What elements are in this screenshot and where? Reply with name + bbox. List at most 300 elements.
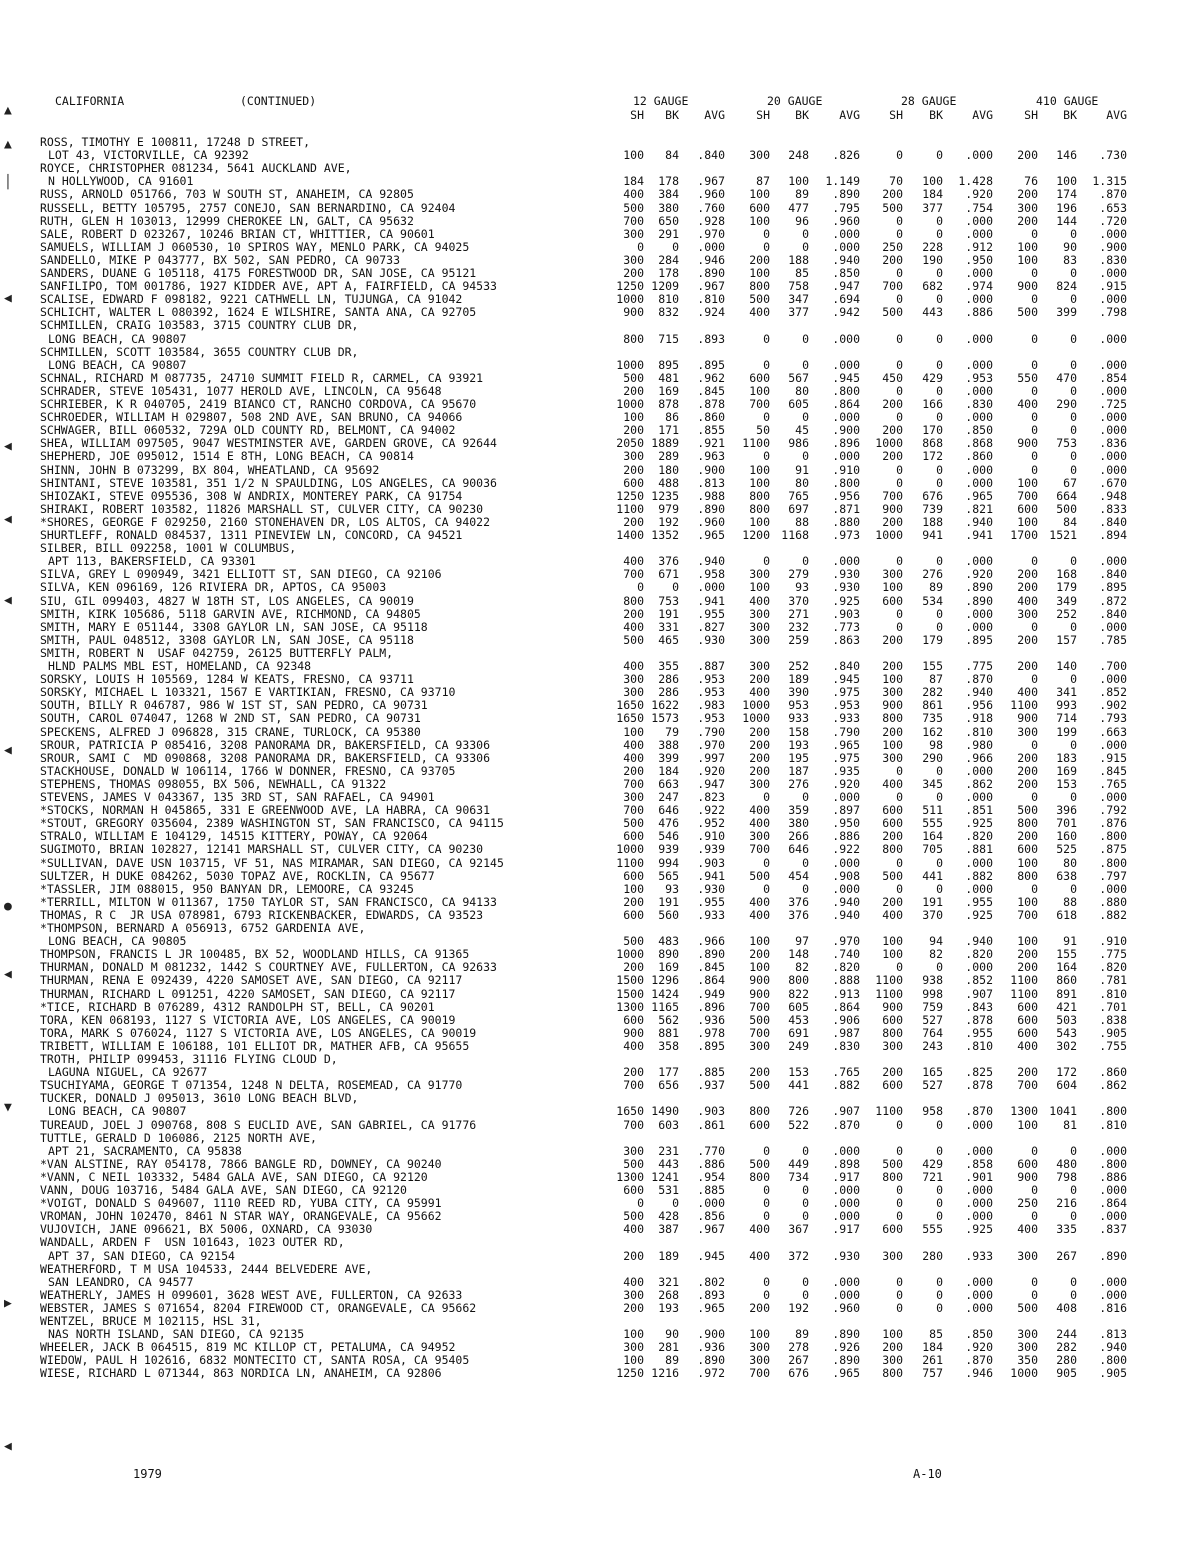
gauge-20-bk-cell: 676 xyxy=(788,1366,809,1381)
gauge-12-sh-cell: 500 xyxy=(623,816,644,831)
gauge-410-sh-cell: 1300 xyxy=(1010,1104,1038,1119)
gauge-28-bk-cell: 345 xyxy=(922,776,943,791)
gauge-410-bk-cell: 172 xyxy=(1056,1065,1077,1080)
gauge-20-bk-cell: 279 xyxy=(788,567,809,582)
gauge-20-bk-cell: 0 xyxy=(802,790,809,804)
gauge-410-sh-cell: 700 xyxy=(1017,488,1038,503)
gauge-28-sh-cell: 900 xyxy=(882,698,903,713)
gauge-20-bk-cell: 376 xyxy=(788,894,809,909)
gauge-12-sh-cell: 1300 xyxy=(616,1169,644,1184)
gauge-28-bk-cell: 441 xyxy=(922,868,943,883)
shooter-name-address: WIESE, RICHARD L 071344, 863 NORDICA LN, ANAHEIM, CA 92806 xyxy=(40,1366,442,1381)
table-row xyxy=(0,620,1200,634)
gauge-410-avg-cell: .882 xyxy=(1099,907,1127,922)
gauge-20-avg-cell: .000 xyxy=(832,449,860,464)
gauge-20-bk-cell: 454 xyxy=(788,868,809,883)
gauge-410-sh-cell: 400 xyxy=(1017,1222,1038,1237)
shooter-name-address: WANDALL, ARDEN F USN 101643, 1023 OUTER RD, xyxy=(40,1235,345,1250)
gauge-12-avg-cell: .939 xyxy=(697,842,725,857)
gauge-20-avg-cell: .956 xyxy=(832,488,860,503)
gauge-410-sh-cell: 0 xyxy=(1031,1183,1038,1197)
gauge-12-bk-cell: 979 xyxy=(658,501,679,516)
gauge-20-sh-cell: 0 xyxy=(763,1287,770,1302)
gauge-20-avg-cell: .890 xyxy=(832,1353,860,1368)
gauge-12-avg-cell: .958 xyxy=(697,567,725,582)
margin-mark: ◀ xyxy=(4,743,12,758)
gauge-20-bk-cell: 276 xyxy=(788,776,809,791)
gauge-12-bk-cell: 565 xyxy=(658,868,679,883)
gauge-20-sh-cell: 800 xyxy=(749,1104,770,1119)
gauge-410-avg-cell: .813 xyxy=(1099,1327,1127,1342)
gauge-28-avg-cell: .940 xyxy=(965,934,993,949)
gauge-410-avg-cell: .755 xyxy=(1099,1038,1127,1053)
gauge-20-avg-cell: .903 xyxy=(832,606,860,621)
gauge-12-sh-cell: 700 xyxy=(623,213,644,228)
gauge-28-bk-cell: 0 xyxy=(936,266,943,280)
gauge-20-sh-cell: 0 xyxy=(763,554,770,569)
gauge-410-sh-cell: 200 xyxy=(1017,659,1038,673)
gauge-410-avg-cell: .700 xyxy=(1099,659,1127,673)
table-row xyxy=(0,476,1200,490)
gauge-28-sh-cell: 200 xyxy=(882,1065,903,1080)
gauge-20-bk-cell: 85 xyxy=(795,266,809,280)
gauge-12-sh-cell: 1300 xyxy=(616,999,644,1014)
table-row xyxy=(0,947,1200,961)
table-row xyxy=(0,1157,1200,1171)
gauge-20-bk-cell: 45 xyxy=(795,423,809,438)
gauge-12-sh-cell: 0 xyxy=(637,580,644,595)
gauge-28-sh-cell: 200 xyxy=(882,1340,903,1355)
gauge-410-bk-cell: 480 xyxy=(1056,1156,1077,1171)
gauge-410-bk-cell: 0 xyxy=(1070,462,1077,477)
gauge-12-avg-cell: .810 xyxy=(697,292,725,307)
gauge-410-sh-cell: 350 xyxy=(1017,1353,1038,1368)
gauge-12-avg-cell: .000 xyxy=(697,239,725,254)
table-row xyxy=(0,1170,1200,1184)
gauge-12-bk-cell: 994 xyxy=(658,855,679,870)
gauge-20-sh-cell: 400 xyxy=(749,907,770,922)
footer-year: 1979 xyxy=(133,1467,162,1481)
gauge-12-sh-cell: 300 xyxy=(623,226,644,241)
gauge-410-avg-cell: .670 xyxy=(1099,475,1127,490)
gauge-410-sh-cell: 550 xyxy=(1017,370,1038,385)
gauge-28-bk-cell: 377 xyxy=(922,200,943,215)
gauge-410-avg-cell: .845 xyxy=(1099,763,1127,778)
gauge-12-avg-cell: .936 xyxy=(697,1340,725,1355)
gauge-410-bk-cell: 0 xyxy=(1070,357,1077,372)
gauge-410-sh-cell: 200 xyxy=(1017,960,1038,975)
shooter-address-continued: N HOLLYWOOD, CA 91601 xyxy=(48,174,194,189)
gauge-28-header: 28 GAUGE xyxy=(901,94,957,108)
gauge-20-sh-cell: 400 xyxy=(749,1248,770,1263)
gauge-20-sh-cell: 700 xyxy=(749,999,770,1014)
gauge-410-bk-cell: 179 xyxy=(1056,580,1077,595)
col-header-avg: AVG xyxy=(704,108,725,122)
gauge-20-avg-cell: .888 xyxy=(832,973,860,988)
gauge-28-bk-cell: 0 xyxy=(936,1183,943,1197)
table-row xyxy=(0,397,1200,411)
gauge-28-avg-cell: .946 xyxy=(965,1366,993,1381)
gauge-20-sh-cell: 0 xyxy=(763,1183,770,1197)
gauge-12-sh-cell: 200 xyxy=(623,1248,644,1263)
gauge-20-bk-cell: 0 xyxy=(802,1274,809,1289)
gauge-12-avg-cell: .921 xyxy=(697,436,725,451)
gauge-20-sh-cell: 100 xyxy=(749,475,770,490)
table-row xyxy=(0,318,1200,332)
gauge-28-sh-cell: 0 xyxy=(896,1143,903,1158)
gauge-410-bk-cell: 798 xyxy=(1056,1169,1077,1184)
gauge-410-bk-cell: 100 xyxy=(1056,174,1077,189)
gauge-410-bk-cell: 67 xyxy=(1063,475,1077,490)
gauge-20-avg-cell: .740 xyxy=(832,947,860,962)
gauge-12-sh-cell: 200 xyxy=(623,960,644,975)
gauge-12-bk-cell: 177 xyxy=(658,1065,679,1080)
gauge-20-sh-cell: 500 xyxy=(749,1078,770,1093)
gauge-410-bk-cell: 84 xyxy=(1063,514,1077,529)
gauge-410-avg-cell: .797 xyxy=(1099,868,1127,883)
gauge-410-sh-cell: 900 xyxy=(1017,436,1038,451)
gauge-20-avg-cell: .000 xyxy=(832,1287,860,1302)
col-header-bk: BK xyxy=(665,108,679,122)
table-row-continuation xyxy=(0,332,1200,346)
table-row xyxy=(0,1262,1200,1276)
gauge-20-bk-cell: 97 xyxy=(795,934,809,949)
gauge-20-sh-cell: 200 xyxy=(749,1300,770,1315)
gauge-28-bk-cell: 555 xyxy=(922,1222,943,1237)
gauge-12-avg-cell: .895 xyxy=(697,357,725,372)
gauge-410-sh-cell: 900 xyxy=(1017,711,1038,726)
gauge-12-bk-cell: 171 xyxy=(658,423,679,438)
gauge-12-avg-cell: .936 xyxy=(697,1012,725,1027)
gauge-20-avg-cell: .960 xyxy=(832,1300,860,1315)
gauge-28-bk-cell: 179 xyxy=(922,632,943,647)
gauge-28-sh-cell: 0 xyxy=(896,331,903,346)
gauge-20-bk-cell: 372 xyxy=(788,1248,809,1263)
shooter-name-address: SOUTH, BILLY R 046787, 986 W 1ST ST, SAN PEDRO, CA 90731 xyxy=(40,698,428,713)
gauge-12-sh-cell: 200 xyxy=(623,266,644,280)
gauge-20-sh-cell: 900 xyxy=(749,973,770,988)
table-row xyxy=(0,764,1200,778)
table-row xyxy=(0,607,1200,621)
gauge-12-sh-cell: 200 xyxy=(623,894,644,909)
gauge-12-bk-cell: 810 xyxy=(658,292,679,307)
gauge-20-sh-cell: 0 xyxy=(763,1196,770,1211)
shooter-name-address: *VANN, C NEIL 103332, 5484 GALA AVE, SAN DIEGO, CA 92120 xyxy=(40,1169,428,1184)
gauge-410-avg-cell: .781 xyxy=(1099,973,1127,988)
gauge-28-bk-cell: 0 xyxy=(936,462,943,477)
gauge-12-bk-cell: 895 xyxy=(658,357,679,372)
gauge-20-avg-cell: .935 xyxy=(832,763,860,778)
shooter-name-address: SHIOZAKI, STEVE 095536, 308 W ANDRIX, MONTEREY PARK, CA 91754 xyxy=(40,488,463,503)
gauge-20-sh-cell: 600 xyxy=(749,1117,770,1132)
gauge-28-sh-cell: 0 xyxy=(896,292,903,307)
gauge-12-bk-cell: 289 xyxy=(658,449,679,464)
gauge-410-avg-cell: .902 xyxy=(1099,698,1127,713)
shooter-name-address: SULTZER, H DUKE 084262, 5030 TOPAZ AVE, ROCKLIN, CA 95677 xyxy=(40,868,435,883)
gauge-28-bk-cell: 280 xyxy=(922,1248,943,1263)
gauge-20-sh-cell: 100 xyxy=(749,960,770,975)
gauge-20-sh-cell: 200 xyxy=(749,750,770,765)
gauge-20-avg-cell: .917 xyxy=(832,1222,860,1237)
gauge-20-sh-cell: 900 xyxy=(749,986,770,1001)
gauge-20-sh-cell: 0 xyxy=(763,1143,770,1158)
gauge-410-avg-cell: .837 xyxy=(1099,1222,1127,1237)
gauge-28-bk-cell: 0 xyxy=(936,226,943,241)
shooter-name-address: *VOIGT, DONALD S 049607, 1110 REED RD, YUBA CITY, CA 95991 xyxy=(40,1196,442,1211)
gauge-410-avg-cell: .900 xyxy=(1099,239,1127,254)
gauge-20-sh-cell: 100 xyxy=(749,934,770,949)
gauge-410-sh-cell: 0 xyxy=(1031,383,1038,398)
gauge-20-bk-cell: 800 xyxy=(788,973,809,988)
gauge-410-sh-cell: 250 xyxy=(1017,1196,1038,1211)
gauge-410-sh-cell: 0 xyxy=(1031,292,1038,307)
gauge-410-bk-cell: 905 xyxy=(1056,1366,1077,1381)
gauge-410-sh-cell: 0 xyxy=(1031,331,1038,346)
gauge-28-sh-cell: 0 xyxy=(896,763,903,778)
gauge-28-avg-cell: .000 xyxy=(965,462,993,477)
table-row xyxy=(0,253,1200,267)
gauge-28-avg-cell: .966 xyxy=(965,750,993,765)
gauge-20-bk-cell: 188 xyxy=(788,252,809,267)
table-row xyxy=(0,528,1200,542)
gauge-28-bk-cell: 191 xyxy=(922,894,943,909)
gauge-20-sh-cell: 300 xyxy=(749,776,770,791)
gauge-28-avg-cell: .000 xyxy=(965,1209,993,1224)
gauge-12-sh-cell: 700 xyxy=(623,1078,644,1093)
gauge-12-sh-cell: 1500 xyxy=(616,986,644,1001)
shooter-address-continued: LAGUNA NIGUEL, CA 92677 xyxy=(48,1065,208,1080)
gauge-20-avg-cell: .000 xyxy=(832,790,860,804)
gauge-410-avg-cell: .000 xyxy=(1099,554,1127,569)
shooter-address-continued: HLND PALMS MBL EST, HOMELAND, CA 92348 xyxy=(48,659,312,673)
table-row-continuation xyxy=(0,358,1200,372)
gauge-20-sh-cell: 87 xyxy=(756,174,770,189)
gauge-12-bk-cell: 355 xyxy=(658,659,679,673)
shooter-name-address: SIU, GIL 099403, 4827 W 18TH ST, LOS ANGELES, CA 90019 xyxy=(40,593,414,608)
gauge-20-avg-cell: .000 xyxy=(832,1274,860,1289)
table-row xyxy=(0,1366,1200,1380)
gauge-28-bk-cell: 290 xyxy=(922,750,943,765)
gauge-410-avg-cell: .836 xyxy=(1099,436,1127,451)
table-row xyxy=(0,266,1200,280)
gauge-410-sh-cell: 800 xyxy=(1017,816,1038,831)
gauge-410-bk-cell: 0 xyxy=(1070,881,1077,896)
gauge-410-sh-cell: 600 xyxy=(1017,842,1038,857)
gauge-410-avg-cell: .915 xyxy=(1099,279,1127,294)
gauge-410-sh-cell: 300 xyxy=(1017,606,1038,621)
gauge-28-bk-cell: 87 xyxy=(929,672,943,687)
gauge-20-avg-cell: .953 xyxy=(832,698,860,713)
gauge-12-bk-cell: 90 xyxy=(665,1327,679,1342)
gauge-20-avg-cell: .871 xyxy=(832,501,860,516)
gauge-28-sh-cell: 200 xyxy=(882,252,903,267)
gauge-20-bk-cell: 477 xyxy=(788,200,809,215)
gauge-410-bk-cell: 1521 xyxy=(1049,528,1077,542)
gauge-410-sh-cell: 200 xyxy=(1017,763,1038,778)
gauge-28-bk-cell: 164 xyxy=(922,829,943,844)
gauge-28-avg-cell: .000 xyxy=(965,410,993,425)
gauge-12-avg-cell: .940 xyxy=(697,554,725,569)
gauge-28-avg-cell: .851 xyxy=(965,803,993,818)
gauge-20-avg-cell: .942 xyxy=(832,305,860,320)
gauge-20-bk-cell: 986 xyxy=(788,436,809,451)
gauge-410-bk-cell: 146 xyxy=(1056,148,1077,163)
gauge-20-sh-cell: 500 xyxy=(749,292,770,307)
table-row xyxy=(0,895,1200,909)
shooter-name-address: SCHWAGER, BILL 060532, 729A OLD COUNTY RD, BELMONT, CA 94002 xyxy=(40,423,456,438)
gauge-20-avg-cell: .926 xyxy=(832,1340,860,1355)
gauge-28-bk-cell: 282 xyxy=(922,685,943,700)
gauge-12-avg-cell: .960 xyxy=(697,187,725,202)
gauge-410-avg-cell: .000 xyxy=(1099,672,1127,687)
gauge-12-bk-cell: 1235 xyxy=(651,488,679,503)
gauge-12-bk-cell: 193 xyxy=(658,1300,679,1315)
gauge-28-avg-cell: .925 xyxy=(965,1222,993,1237)
gauge-28-bk-cell: 82 xyxy=(929,947,943,962)
table-row-continuation xyxy=(0,174,1200,188)
gauge-410-sh-cell: 100 xyxy=(1017,894,1038,909)
gauge-12-sh-cell: 300 xyxy=(623,790,644,804)
table-row xyxy=(0,711,1200,725)
gauge-410-bk-cell: 244 xyxy=(1056,1327,1077,1342)
gauge-20-bk-cell: 822 xyxy=(788,986,809,1001)
shooter-address-continued: LONG BEACH, CA 90807 xyxy=(48,1104,187,1119)
gauge-28-bk-cell: 162 xyxy=(922,724,943,739)
gauge-28-sh-cell: 0 xyxy=(896,1274,903,1289)
gauge-12-bk-cell: 358 xyxy=(658,1038,679,1053)
gauge-20-bk-cell: 100 xyxy=(788,174,809,189)
gauge-410-bk-cell: 891 xyxy=(1056,986,1077,1001)
gauge-20-sh-cell: 50 xyxy=(756,423,770,438)
gauge-28-bk-cell: 261 xyxy=(922,1353,943,1368)
gauge-410-sh-cell: 600 xyxy=(1017,1156,1038,1171)
gauge-410-bk-cell: 0 xyxy=(1070,383,1077,398)
gauge-28-sh-cell: 0 xyxy=(896,554,903,569)
gauge-20-avg-cell: .863 xyxy=(832,632,860,647)
gauge-20-bk-cell: 193 xyxy=(788,737,809,752)
gauge-410-sh-cell: 500 xyxy=(1017,803,1038,818)
gauge-20-avg-cell: .910 xyxy=(832,462,860,477)
gauge-28-avg-cell: .965 xyxy=(965,488,993,503)
table-row xyxy=(0,987,1200,1001)
table-row xyxy=(0,345,1200,359)
gauge-28-sh-cell: 200 xyxy=(882,632,903,647)
gauge-28-sh-cell: 300 xyxy=(882,750,903,765)
gauge-410-avg-cell: .798 xyxy=(1099,305,1127,320)
gauge-20-sh-cell: 500 xyxy=(749,1012,770,1027)
gauge-28-sh-cell: 900 xyxy=(882,501,903,516)
table-row xyxy=(0,279,1200,293)
gauge-28-sh-cell: 70 xyxy=(889,174,903,189)
gauge-12-bk-cell: 93 xyxy=(665,881,679,896)
shooter-name-address: SANFILIPO, TOM 001786, 1927 KIDDER AVE, APT A, FAIRFIELD, CA 94533 xyxy=(40,279,497,294)
gauge-20-bk-cell: 192 xyxy=(788,1300,809,1315)
gauge-20-bk-cell: 605 xyxy=(788,999,809,1014)
gauge-410-sh-cell: 1000 xyxy=(1010,1366,1038,1381)
table-row xyxy=(0,1314,1200,1328)
gauge-28-avg-cell: .821 xyxy=(965,501,993,516)
gauge-28-avg-cell: .000 xyxy=(965,606,993,621)
gauge-28-bk-cell: 735 xyxy=(922,711,943,726)
gauge-410-sh-cell: 0 xyxy=(1031,1274,1038,1289)
table-row xyxy=(0,436,1200,450)
gauge-28-bk-cell: 0 xyxy=(936,619,943,634)
table-row-continuation xyxy=(0,659,1200,673)
gauge-12-bk-cell: 483 xyxy=(658,934,679,949)
gauge-20-bk-cell: 80 xyxy=(795,475,809,490)
gauge-20-bk-cell: 734 xyxy=(788,1169,809,1184)
gauge-410-avg-cell: .725 xyxy=(1099,397,1127,411)
gauge-410-bk-cell: 0 xyxy=(1070,449,1077,464)
gauge-12-avg-cell: .967 xyxy=(697,174,725,189)
gauge-28-bk-cell: 527 xyxy=(922,1078,943,1093)
gauge-12-bk-cell: 0 xyxy=(672,1196,679,1211)
table-row xyxy=(0,594,1200,608)
gauge-28-bk-cell: 370 xyxy=(922,907,943,922)
table-row xyxy=(0,240,1200,254)
gauge-12-bk-cell: 488 xyxy=(658,475,679,490)
gauge-12-sh-cell: 100 xyxy=(623,881,644,896)
gauge-20-avg-cell: 1.149 xyxy=(825,174,860,189)
gauge-28-sh-cell: 800 xyxy=(882,1366,903,1381)
shooter-name-address: TRIBETT, WILLIAM E 106188, 101 ELLIOT DR, MATHER AFB, CA 95655 xyxy=(40,1038,470,1053)
gauge-28-sh-cell: 200 xyxy=(882,449,903,464)
gauge-28-bk-cell: 757 xyxy=(922,1366,943,1381)
gauge-410-sh-cell: 900 xyxy=(1017,279,1038,294)
gauge-12-bk-cell: 1424 xyxy=(651,986,679,1001)
gauge-28-sh-cell: 300 xyxy=(882,1248,903,1263)
shooter-name-address: WEBSTER, JAMES S 071654, 8204 FIREWOOD CT, ORANGEVALE, CA 95662 xyxy=(40,1300,477,1315)
gauge-20-bk-cell: 605 xyxy=(788,397,809,411)
gauge-410-avg-cell: .720 xyxy=(1099,213,1127,228)
shooter-name-address: TSUCHIYAMA, GEORGE T 071354, 1248 N DELTA, ROSEMEAD, CA 91770 xyxy=(40,1078,463,1093)
gauge-28-bk-cell: 676 xyxy=(922,488,943,503)
gauge-410-sh-cell: 300 xyxy=(1017,1327,1038,1342)
gauge-410-bk-cell: 0 xyxy=(1070,1183,1077,1197)
gauge-12-sh-cell: 900 xyxy=(623,305,644,320)
gauge-20-avg-cell: .913 xyxy=(832,986,860,1001)
shooter-name-address: STRALO, WILLIAM E 104129, 14515 KITTERY, POWAY, CA 92064 xyxy=(40,829,428,844)
shooter-name-address: THOMPSON, FRANCIS L JR 100485, BX 52, WOODLAND HILLS, CA 91365 xyxy=(40,947,470,962)
gauge-28-sh-cell: 200 xyxy=(882,659,903,673)
gauge-20-bk-cell: 278 xyxy=(788,1340,809,1355)
gauge-12-avg-cell: .937 xyxy=(697,1078,725,1093)
gauge-28-avg-cell: .870 xyxy=(965,1353,993,1368)
gauge-20-bk-cell: 567 xyxy=(788,370,809,385)
gauge-28-bk-cell: 0 xyxy=(936,410,943,425)
gauge-410-sh-cell: 0 xyxy=(1031,1287,1038,1302)
gauge-20-avg-cell: .840 xyxy=(832,659,860,673)
gauge-12-avg-cell: .893 xyxy=(697,331,725,346)
gauge-410-bk-cell: 0 xyxy=(1070,619,1077,634)
table-row xyxy=(0,161,1200,175)
gauge-20-avg-cell: .890 xyxy=(832,1327,860,1342)
gauge-12-avg-cell: .922 xyxy=(697,803,725,818)
gauge-410-sh-cell: 200 xyxy=(1017,148,1038,163)
gauge-410-bk-cell: 408 xyxy=(1056,1300,1077,1315)
gauge-410-bk-cell: 155 xyxy=(1056,947,1077,962)
gauge-28-sh-cell: 100 xyxy=(882,1327,903,1342)
gauge-20-sh-cell: 200 xyxy=(749,737,770,752)
gauge-28-bk-cell: 85 xyxy=(929,1327,943,1342)
gauge-28-sh-cell: 0 xyxy=(896,475,903,490)
gauge-410-avg-cell: .000 xyxy=(1099,1209,1127,1224)
shooter-name-address: RUTH, GLEN H 103013, 12999 CHEROKEE LN, GALT, CA 95632 xyxy=(40,213,414,228)
gauge-20-sh-cell: 200 xyxy=(749,672,770,687)
gauge-410-avg-cell: .765 xyxy=(1099,776,1127,791)
gauge-28-sh-cell: 700 xyxy=(882,279,903,294)
gauge-20-avg-cell: .908 xyxy=(832,868,860,883)
